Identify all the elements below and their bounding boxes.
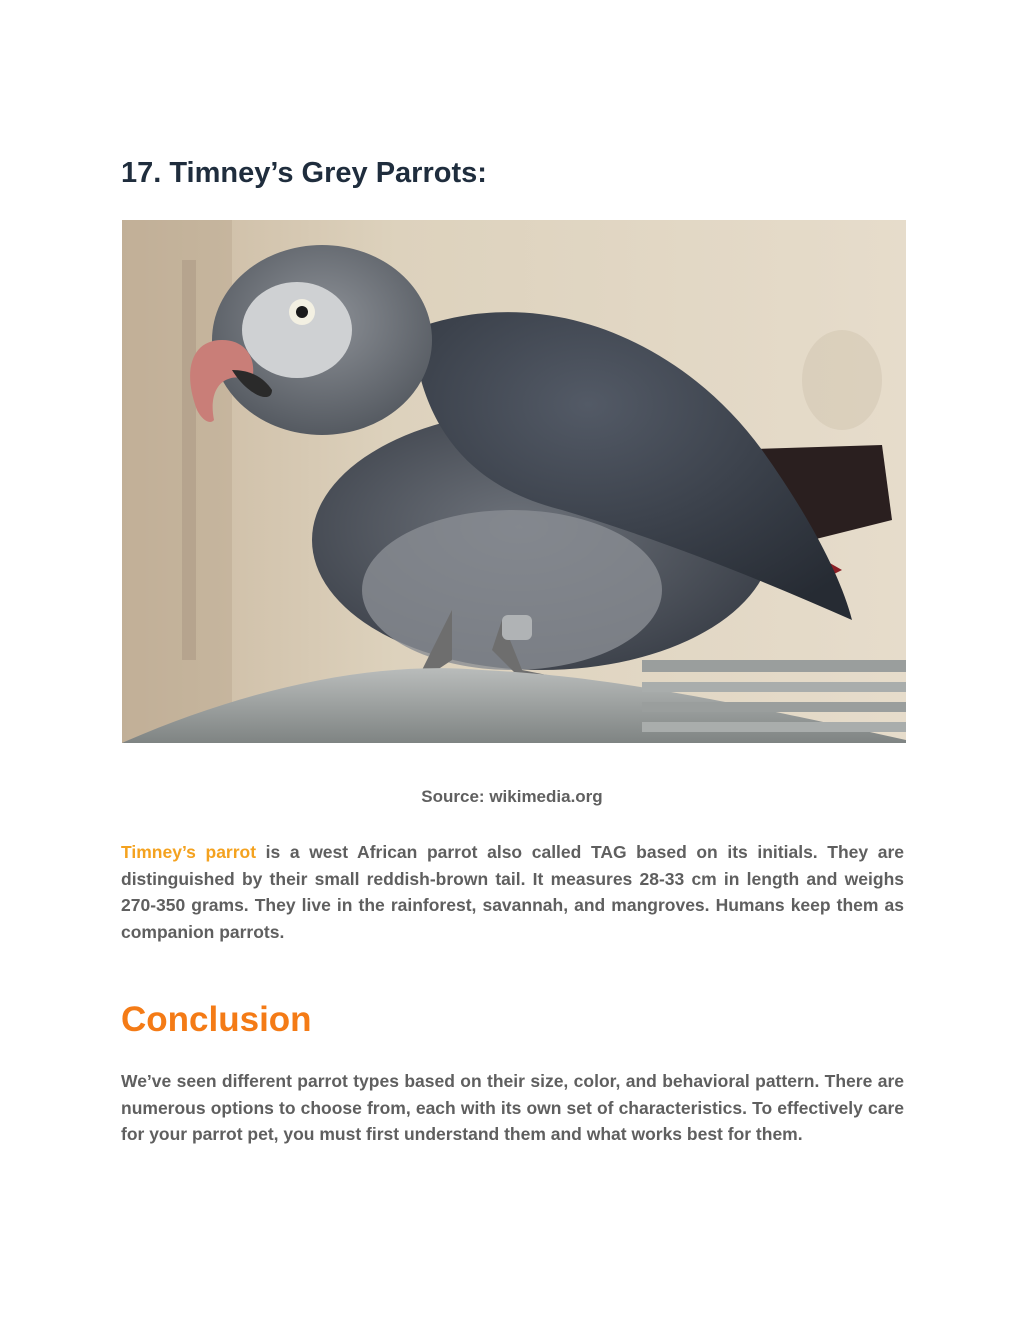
conclusion-paragraph: We’ve seen different parrot types based on their size, color, and behavioral pattern. There are numerous options to choose from, each with its own set of characteristics. To effectively care for your parrot pet, you must first understand them and what works best for them. xyxy=(121,1071,904,1144)
section-title: 17. Timney’s Grey Parrots: xyxy=(121,157,487,189)
conclusion-heading: Conclusion xyxy=(121,1000,312,1039)
timneys-parrot-link[interactable]: Timney’s parrot xyxy=(121,842,257,862)
parrot-description-text: is a west African parrot also called TAG based on its initials. They are distinguished by their small reddish-brown tail. It measures 28-33 cm in length and weighs 270-350 grams. They live in the rainforest, savannah, and mangroves. Humans keep them as companion parrots. xyxy=(121,842,904,942)
grey-parrot-photo xyxy=(122,220,906,743)
parrot-description-paragraph xyxy=(121,839,904,945)
image-caption: Source: wikimedia.org xyxy=(421,787,603,806)
